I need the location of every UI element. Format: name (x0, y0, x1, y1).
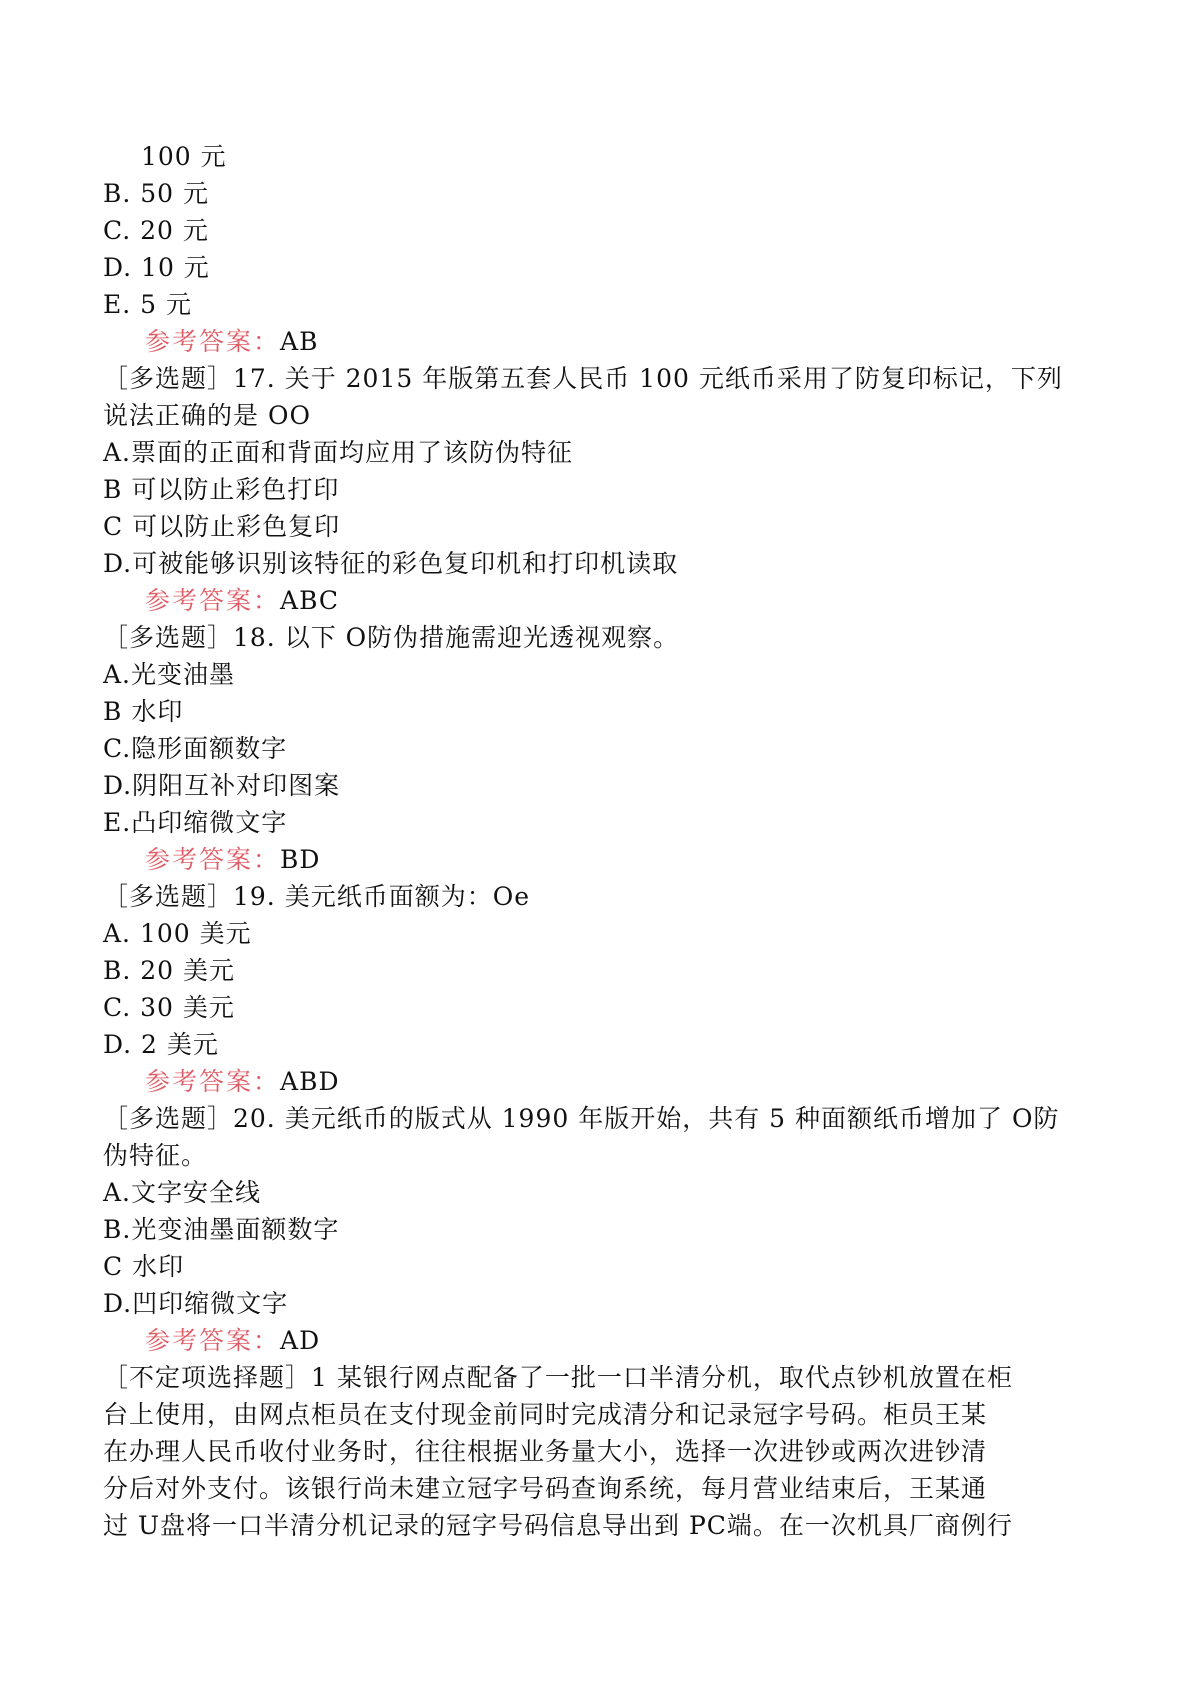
option-e: E.凸印缩微文字 (103, 808, 288, 837)
reference-answer (103, 1063, 1093, 1100)
answer-value: ABC (280, 586, 340, 615)
option-b: B.光变油墨面额数字 (103, 1215, 340, 1244)
option-d: D.凹印缩微文字 (103, 1289, 289, 1318)
answer-label: 参考答案： (145, 327, 281, 356)
question-20-line1: ［多选题］20. 美元纸币的版式从 1990 年版开始，共有 5 种面额纸币增加了 O防 (103, 1104, 1060, 1133)
option-a: A.文字安全线 (103, 1178, 262, 1207)
question-17-line2: 说法正确的是 OO (103, 401, 311, 430)
option-b: B. 50 元 (103, 179, 210, 208)
indefinite-question-line4: 分后对外支付。该银行尚未建立冠字号码查询系统，每月营业结束后，王某通 (103, 1474, 988, 1503)
answer-label: 参考答案： (145, 1326, 281, 1355)
reference-answer (103, 1322, 1093, 1359)
indefinite-question-line3: 在办理人民币收付业务时，往往根据业务量大小，选择一次进钞或两次进钞清 (103, 1437, 988, 1466)
option-d: D.可被能够识别该特征的彩色复印机和打印机读取 (103, 549, 679, 578)
option-a: A.光变油墨 (103, 660, 236, 689)
answer-label: 参考答案： (145, 845, 281, 874)
option-a: A.票面的正面和背面均应用了该防伪特征 (103, 438, 574, 467)
answer-label: 参考答案： (145, 586, 281, 615)
answer-label: 参考答案： (145, 1067, 281, 1096)
option-d: D. 10 元 (103, 253, 210, 282)
indefinite-question-line2: 台上使用，由网点柜员在支付现金前同时完成清分和记录冠字号码。柜员王某 (103, 1400, 988, 1429)
reference-answer (103, 323, 1093, 360)
option-e: E. 5 元 (103, 290, 192, 319)
answer-value: AD (280, 1326, 321, 1355)
option-b: B 水印 (103, 697, 184, 726)
question-17-line1: ［多选题］17. 关于 2015 年版第五套人民币 100 元纸币采用了防复印标记，下列 (103, 364, 1063, 393)
option-b: B. 20 美元 (103, 956, 236, 985)
answer-value: AB (280, 327, 319, 356)
answer-value: BD (280, 845, 321, 874)
question-20-line2: 伪特征。 (103, 1141, 208, 1170)
question-content (103, 138, 1093, 1544)
option-d: D.阴阳互补对印图案 (103, 771, 341, 800)
answer-value: ABD (280, 1067, 340, 1096)
option-c: C. 20 元 (103, 216, 209, 245)
option-c: C 水印 (103, 1252, 185, 1281)
option-a: A. 100 美元 (103, 919, 252, 948)
question-18: ［多选题］18. 以下 O防伪措施需迎光透视观察。 (103, 623, 680, 652)
option-c: C.隐形面额数字 (103, 734, 288, 763)
option-d: D. 2 美元 (103, 1030, 219, 1059)
option-text: 100 元 (141, 142, 227, 171)
indefinite-question-line5: 过 U盘将一口半清分机记录的冠字号码信息导出到 PC端。在一次机具厂商例行 (103, 1511, 1013, 1540)
option-c: C. 30 美元 (103, 993, 235, 1022)
option-b: B 可以防止彩色打印 (103, 475, 340, 504)
reference-answer (103, 582, 1093, 619)
indefinite-question-line1: ［不定项选择题］1 某银行网点配备了一批一口半清分机，取代点钞机放置在柜 (103, 1363, 1013, 1392)
reference-answer (103, 841, 1093, 878)
question-19: ［多选题］19. 美元纸币面额为：Oe (103, 882, 530, 911)
option-c: C 可以防止彩色复印 (103, 512, 341, 541)
